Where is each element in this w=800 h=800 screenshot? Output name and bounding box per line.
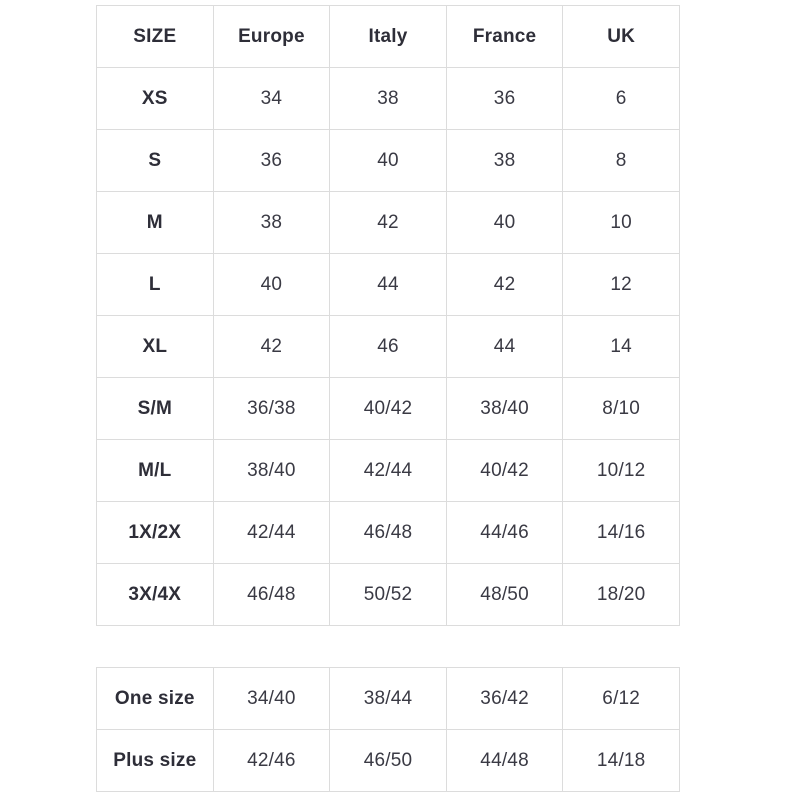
value-cell: 18/20 xyxy=(563,564,680,626)
header-row xyxy=(97,6,680,68)
value-cell: 42 xyxy=(446,254,563,316)
value-cell: 38/40 xyxy=(446,378,563,440)
table-row-one-size xyxy=(97,668,680,730)
value-cell: 6/12 xyxy=(563,668,680,730)
value-cell: 40 xyxy=(213,254,330,316)
table-row-xl xyxy=(97,316,680,378)
value-cell: 42/46 xyxy=(213,730,330,792)
value-cell: 14/18 xyxy=(563,730,680,792)
value-cell: 36 xyxy=(213,130,330,192)
value-cell: 10 xyxy=(563,192,680,254)
value-cell: 34/40 xyxy=(213,668,330,730)
value-cell: 36/42 xyxy=(446,668,563,730)
table-row-1x-2x xyxy=(97,502,680,564)
table-row-plus-size xyxy=(97,730,680,792)
column-header-uk: UK xyxy=(563,6,680,68)
table-row-m-l xyxy=(97,440,680,502)
size-label-cell: M/L xyxy=(97,440,214,502)
size-label-cell: 3X/4X xyxy=(97,564,214,626)
size-label-cell: XS xyxy=(97,68,214,130)
value-cell: 46 xyxy=(330,316,447,378)
size-label-cell: Plus size xyxy=(97,730,214,792)
value-cell: 40/42 xyxy=(330,378,447,440)
column-header-france: France xyxy=(446,6,563,68)
column-header-europe: Europe xyxy=(213,6,330,68)
value-cell: 34 xyxy=(213,68,330,130)
value-cell: 38 xyxy=(213,192,330,254)
value-cell: 38 xyxy=(330,68,447,130)
value-cell: 42 xyxy=(213,316,330,378)
column-header-italy: Italy xyxy=(330,6,447,68)
size-label-cell: 1X/2X xyxy=(97,502,214,564)
value-cell: 50/52 xyxy=(330,564,447,626)
table-row-3x-4x xyxy=(97,564,680,626)
value-cell: 38/40 xyxy=(213,440,330,502)
size-label-cell: S/M xyxy=(97,378,214,440)
value-cell: 42/44 xyxy=(330,440,447,502)
value-cell: 38 xyxy=(446,130,563,192)
value-cell: 46/48 xyxy=(330,502,447,564)
size-label-cell: M xyxy=(97,192,214,254)
table-row-s-m xyxy=(97,378,680,440)
table-row-l xyxy=(97,254,680,316)
value-cell: 8 xyxy=(563,130,680,192)
value-cell: 42 xyxy=(330,192,447,254)
value-cell: 14 xyxy=(563,316,680,378)
value-cell: 36/38 xyxy=(213,378,330,440)
value-cell: 42/44 xyxy=(213,502,330,564)
value-cell: 48/50 xyxy=(446,564,563,626)
value-cell: 46/48 xyxy=(213,564,330,626)
value-cell: 46/50 xyxy=(330,730,447,792)
value-cell: 44/46 xyxy=(446,502,563,564)
size-label-cell: L xyxy=(97,254,214,316)
value-cell: 44 xyxy=(330,254,447,316)
value-cell: 40 xyxy=(330,130,447,192)
size-label-cell: S xyxy=(97,130,214,192)
size-label-cell: XL xyxy=(97,316,214,378)
value-cell: 12 xyxy=(563,254,680,316)
value-cell: 40/42 xyxy=(446,440,563,502)
value-cell: 44/48 xyxy=(446,730,563,792)
value-cell: 6 xyxy=(563,68,680,130)
value-cell: 44 xyxy=(446,316,563,378)
special-sizes-table xyxy=(96,667,680,792)
size-conversion-table xyxy=(96,5,680,626)
value-cell: 38/44 xyxy=(330,668,447,730)
value-cell: 36 xyxy=(446,68,563,130)
table-row-xs xyxy=(97,68,680,130)
table-row-m xyxy=(97,192,680,254)
column-header-size: SIZE xyxy=(97,6,214,68)
value-cell: 40 xyxy=(446,192,563,254)
value-cell: 14/16 xyxy=(563,502,680,564)
value-cell: 8/10 xyxy=(563,378,680,440)
table-row-s xyxy=(97,130,680,192)
value-cell: 10/12 xyxy=(563,440,680,502)
size-label-cell: One size xyxy=(97,668,214,730)
